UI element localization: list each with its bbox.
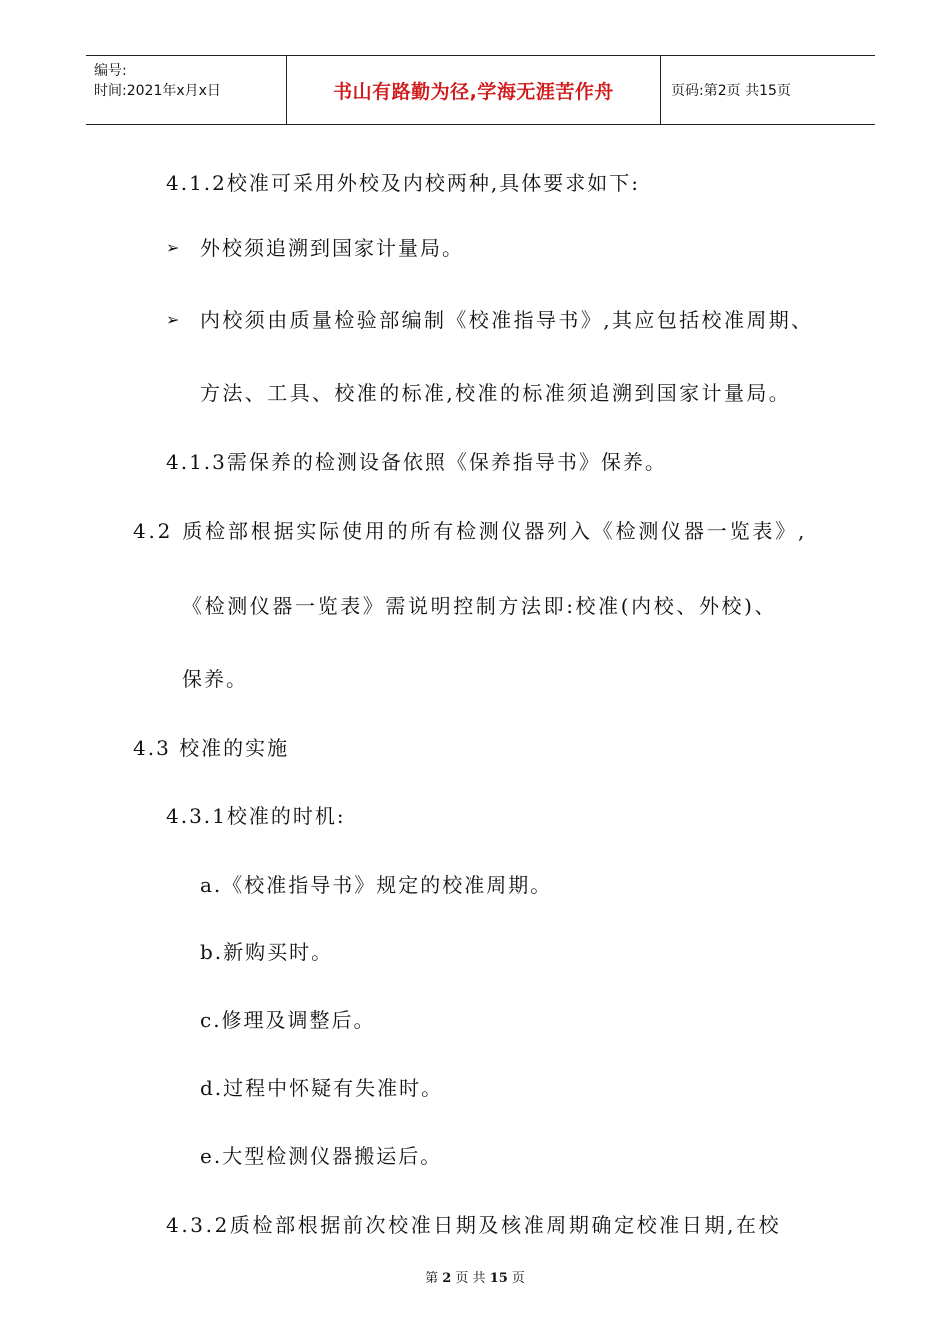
page-header xyxy=(86,55,875,125)
bullet-external-calibration: 外校须追溯到国家计量局。 xyxy=(200,236,464,260)
para-4-2-cont: 《检测仪器一览表》需说明控制方法即:校准(内校、外校)、 xyxy=(182,594,778,618)
footer-page-number: 2 xyxy=(442,1271,452,1286)
list-item-c: c.修理及调整后。 xyxy=(200,1008,376,1032)
header-info-cell xyxy=(86,56,286,124)
header-page-label: 页码:第2页 共15页 xyxy=(671,83,791,99)
bullet-arrow-icon: ➢ xyxy=(166,238,180,257)
page-footer xyxy=(0,1267,950,1286)
para-4-1-2: 4.1.2校准可采用外校及内校两种,具体要求如下: xyxy=(166,171,640,195)
footer-suffix: 页 xyxy=(511,1271,525,1286)
para-4-1-3: 4.1.3需保养的检测设备依照《保养指导书》保养。 xyxy=(166,450,667,474)
list-item-e: e.大型检测仪器搬运后。 xyxy=(200,1144,443,1168)
bullet-internal-calibration: 内校须由质量检验部编制《校准指导书》,其应包括校准周期、 xyxy=(200,308,814,332)
header-slogan: 书山有路勤为径,学海无涯苦作舟 xyxy=(286,56,661,124)
list-item-b: b.新购买时。 xyxy=(200,940,334,964)
bullet-arrow-icon: ➢ xyxy=(166,310,180,329)
date-label: 时间:2021年x月x日 xyxy=(94,83,221,99)
bullet-internal-calibration-cont: 方法、工具、校准的标准,校准的标准须追溯到国家计量局。 xyxy=(200,381,792,405)
para-4-3-2: 4.3.2质检部根据前次校准日期及核准周期确定校准日期,在校 xyxy=(166,1213,782,1237)
list-item-d: d.过程中怀疑有失准时。 xyxy=(200,1076,444,1100)
para-4-2: 4.2 质检部根据实际使用的所有检测仪器列入《检测仪器一览表》, xyxy=(133,519,808,543)
para-4-2-end: 保养。 xyxy=(182,667,248,691)
footer-prefix: 第 xyxy=(425,1271,439,1286)
number-label: 编号: xyxy=(94,63,127,79)
list-item-a: a.《校准指导书》规定的校准周期。 xyxy=(200,873,553,897)
para-4-3-1: 4.3.1校准的时机: xyxy=(166,804,346,828)
footer-total-pages: 15 xyxy=(489,1271,508,1286)
section-4-3-heading: 4.3 校准的实施 xyxy=(133,736,290,760)
footer-middle: 页 共 xyxy=(455,1271,486,1286)
